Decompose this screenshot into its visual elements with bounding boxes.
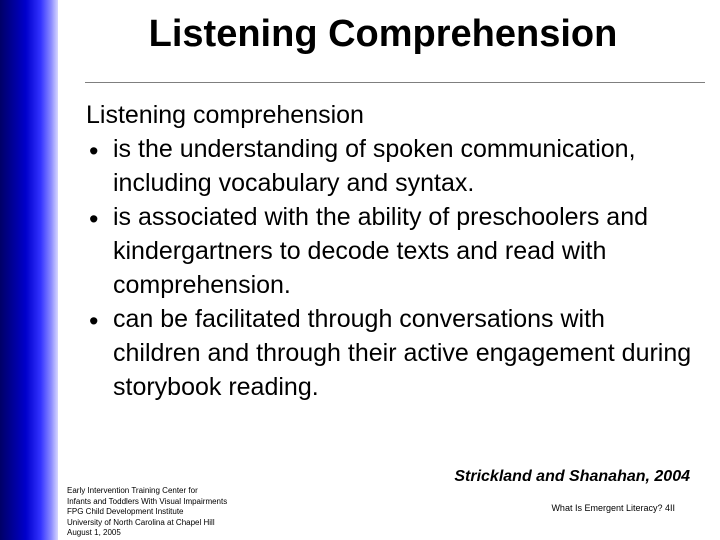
footer-page-reference: What Is Emergent Literacy? 4II [551,503,675,513]
bullet-item [86,132,696,200]
lead-text: Listening comprehension [86,101,364,129]
gradient-sidebar [0,0,58,540]
bullet-item [86,200,696,302]
slide-body [86,98,696,404]
slide-title: Listening Comprehension [148,13,618,55]
bullet-text: can be facilitated through conversations with children and through their active engagement during storybook reading. [113,305,692,401]
footer-line: University of North Carolina at Chapel Hill [67,517,215,527]
footer-date: August 1, 2005 [67,528,121,537]
bullet-dot-icon: • [89,204,99,234]
footer-institution [67,486,227,539]
footer-line: Infants and Toddlers With Visual Impairments [67,496,228,506]
bullet-dot-icon: • [89,306,99,336]
bullet-item [86,302,696,404]
bullet-text: is associated with the ability of preschoolers and kindergartners to decode texts and read with comprehension. [113,203,649,299]
title-divider [85,82,705,83]
bullet-text: is the understanding of spoken communication, including vocabulary and syntax. [113,135,636,197]
footer-line: Early Intervention Training Center for [67,486,198,495]
bullet-dot-icon: • [89,136,99,166]
footer-line: FPG Child Development Institute [67,507,184,516]
citation: Strickland and Shanahan, 2004 [454,468,690,485]
bullet-list [86,132,696,404]
